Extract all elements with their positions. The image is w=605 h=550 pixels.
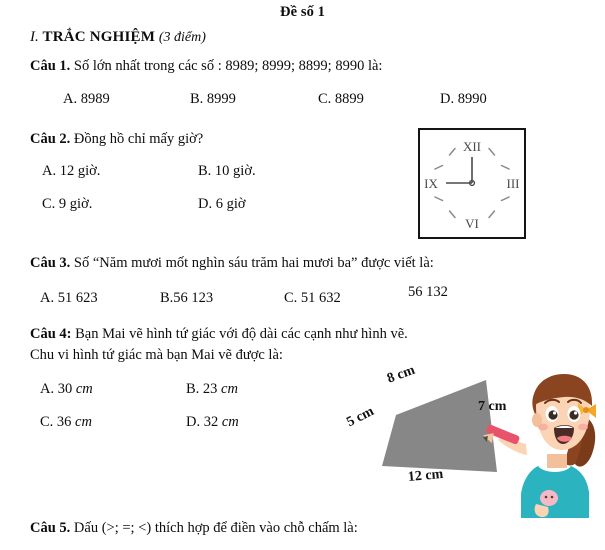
question-4-option-a[interactable] [40,381,93,398]
clock-numeral-xii: XII [462,139,482,154]
side-label-right: 7 cm [478,399,507,414]
question-5-text: Dấu (>; =; <) thích hợp để điền vào chỗ chấm là: [70,520,358,536]
option-text: 51 623 [57,290,98,306]
question-4-text: Bạn Mai vẽ hình tứ giác với độ dài các cạnh như hình vẽ. Chu vi hình tứ giác mà bạn Mai vẽ được là: [30,326,408,364]
option-text: 56 123 [173,290,214,306]
question-1-option-b[interactable] [190,91,236,108]
question-2-option-b[interactable] [198,163,256,180]
option-text: 8999 [206,91,236,107]
option-text: 9 giờ. [58,196,93,212]
option-number: 30 [57,381,73,397]
option-text: 8990 [457,91,487,107]
option-key: D. [198,196,213,212]
question-3-option-d[interactable] [408,284,448,301]
option-text: 6 giờ [215,196,246,212]
girl-illustration [482,374,596,518]
option-key: B. [190,91,204,107]
question-2-option-a[interactable] [42,163,100,180]
question-1-option-a[interactable] [63,91,110,108]
option-unit: cm [221,381,238,397]
option-text: 8989 [80,91,110,107]
side-label-top: 8 cm [385,362,418,387]
question-1-stem [30,56,382,77]
question-1-text: Số lớn nhất trong các số : 8989; 8999; 8899; 8990 là: [70,58,383,74]
question-3-text: Số “Năm mươi mốt nghìn sáu trăm hai mươi ba” được viết là: [70,255,434,271]
clock-figure [418,128,526,239]
question-5-label: Câu 5. [30,520,71,536]
page-title: Đề số 1 [280,4,325,20]
option-key: C. [318,91,332,107]
question-3-option-c[interactable] [284,290,341,307]
question-1-option-d[interactable] [440,91,487,108]
option-key: C. [42,196,56,212]
question-4-option-b[interactable] [186,381,238,398]
question-5-stem [30,518,358,539]
quadrilateral-figure [340,358,605,518]
section-name: TRẮC NGHIỆM [42,29,156,45]
option-number: 36 [56,414,72,430]
option-unit: cm [75,414,92,430]
question-2-text: Đồng hồ chỉ mấy giờ? [70,131,204,147]
option-text: 12 giờ. [59,163,101,179]
question-2-option-c[interactable] [42,196,92,213]
question-3-label: Câu 3. [30,255,71,271]
clock-numeral-iii: III [506,176,520,191]
option-text: 8899 [334,91,364,107]
option-unit: cm [221,414,239,430]
question-1-option-c[interactable] [318,91,364,108]
question-2-option-d[interactable] [198,196,246,213]
clock-numeral-vi: VI [465,216,479,231]
option-key: C. [284,290,298,306]
question-2-stem [30,129,203,150]
option-number: 32 [203,414,219,430]
quadrilateral-shape [382,380,497,472]
option-key: A. [42,163,57,179]
question-3-option-b[interactable] [160,290,213,307]
question-4-label: Câu 4: [30,326,72,342]
option-text: 10 giờ. [214,163,256,179]
option-key: C. [40,414,54,430]
question-3-option-a[interactable] [40,290,98,307]
question-2-label: Câu 2. [30,131,71,147]
option-key: D. [440,91,455,107]
question-3-stem [30,253,434,274]
option-key: A. [40,381,55,397]
girl-shirt [521,466,589,518]
question-1-label: Câu 1. [30,58,71,74]
side-label-left: 5 cm [344,403,377,431]
option-text: 56 132 [408,284,448,300]
section-numeral: I. [30,29,39,45]
option-key: A. [63,91,78,107]
section-heading [30,29,206,46]
question-4-option-d[interactable] [186,414,239,431]
clock-face-icon [420,130,524,237]
option-key: A. [40,290,55,306]
question-4-option-c[interactable] [40,414,92,431]
option-number: 23 [202,381,218,397]
option-unit: cm [75,381,93,397]
section-points: (3 điểm) [158,30,206,45]
option-key: B. [198,163,212,179]
option-key: D. [186,414,201,430]
option-text: 51 632 [300,290,341,306]
clock-numeral-ix: IX [424,176,438,191]
side-label-bottom: 12 cm [407,466,444,485]
option-key: B. [160,290,174,306]
option-key: B. [186,381,200,397]
